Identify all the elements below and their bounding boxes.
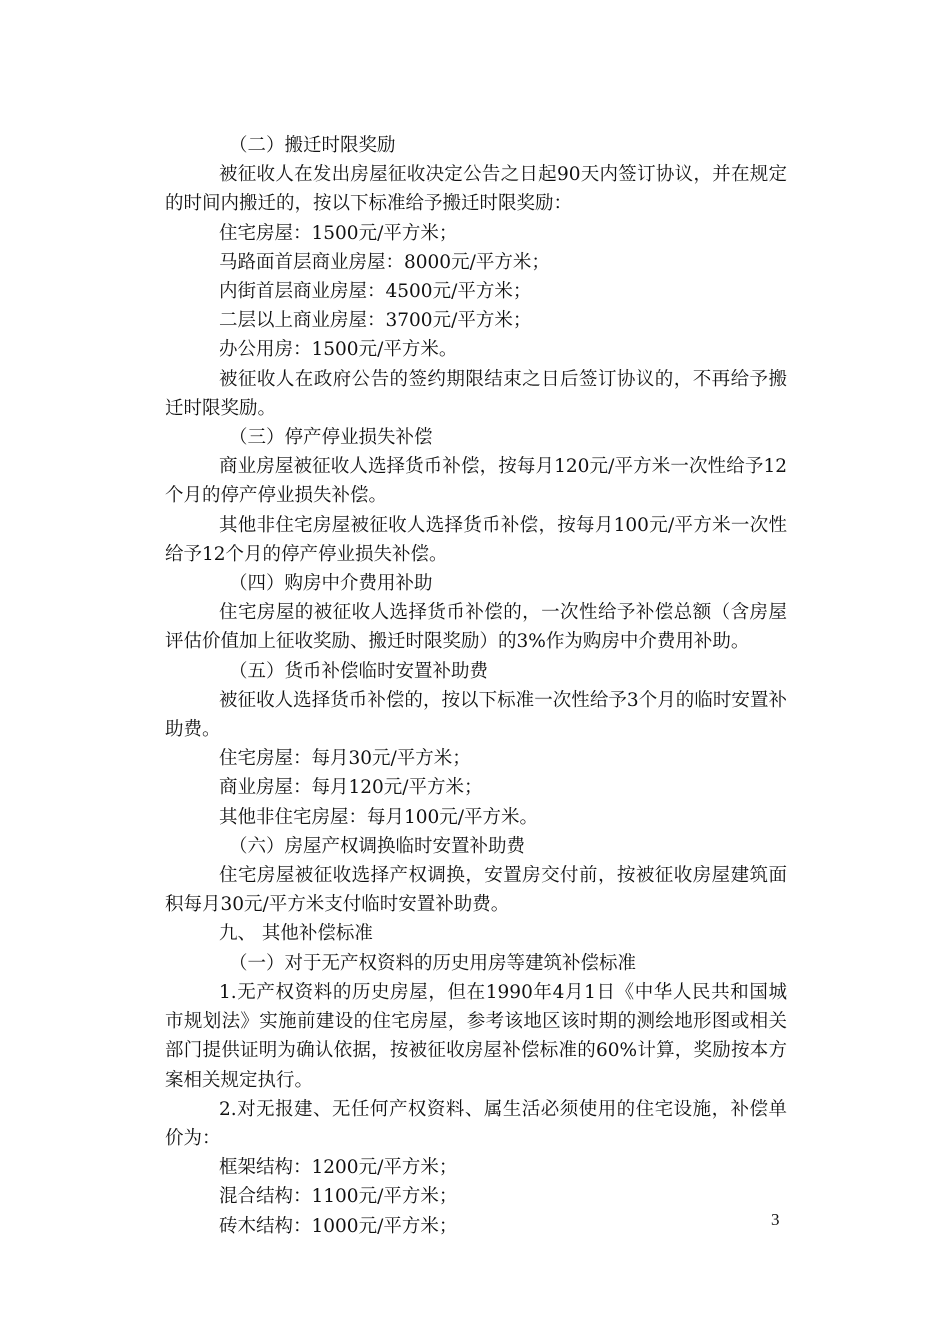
paragraph: 其他非住宅房屋：每月100元/平方米。 xyxy=(219,806,539,828)
paragraph: 被征收人在发出房屋征收决定公告之日起90天内签订协议，并在规定的时间内搬迁的，按以下标准给予搬迁时限奖励： xyxy=(165,164,787,215)
paragraph: 混合结构：1100元/平方米； xyxy=(219,1186,458,1208)
section-heading: （一）对于无产权资料的历史用房等建筑补偿标准 xyxy=(229,952,637,974)
paragraph: 商业房屋被征收人选择货币补偿，按每月120元/平方米一次性给予12个月的停产停业损失补偿。 xyxy=(165,456,787,507)
paragraph: 其他非住宅房屋被征收人选择货币补偿，按每月100元/平方米一次性给予12个月的停产停业损失补偿。 xyxy=(165,514,787,565)
paragraph: 二层以上商业房屋：3700元/平方米； xyxy=(219,310,532,332)
section-heading: （五）货币补偿临时安置补助费 xyxy=(229,660,489,682)
paragraph: 商业房屋：每月120元/平方米； xyxy=(219,777,483,799)
paragraph: 住宅房屋的被征收人选择货币补偿的，一次性给予补偿总额（含房屋评估价值加上征收奖励、搬迁时限奖励）的3%作为购房中介费用补助。 xyxy=(165,602,787,653)
paragraph: 住宅房屋：每月30元/平方米； xyxy=(219,748,471,770)
paragraph: 2.对无报建、无任何产权资料、属生活必须使用的住宅设施，补偿单价为： xyxy=(165,1098,787,1149)
paragraph: 内街首层商业房屋：4500元/平方米； xyxy=(219,281,532,303)
paragraph: 住宅房屋：1500元/平方米； xyxy=(219,222,458,244)
paragraph: 框架结构：1200元/平方米； xyxy=(219,1157,458,1179)
section-heading: （六）房屋产权调换临时安置补助费 xyxy=(229,835,526,857)
section-heading: （二）搬迁时限奖励 xyxy=(229,135,396,156)
paragraph: 1.无产权资料的历史房屋，但在1990年4月1日《中华人民共和国城市规划法》实施前建设的住宅房屋，参考该地区该时期的测绘地形图或相关部门提供证明为确认依据，按被征收房屋补偿标准的60%计算，奖励按本方案相关规定执行。 xyxy=(165,981,787,1091)
section-heading: （四）购房中介费用补助 xyxy=(229,573,433,595)
paragraph: 马路面首层商业房屋：8000元/平方米； xyxy=(219,251,550,273)
paragraph: 办公用房：1500元/平方米。 xyxy=(219,339,458,361)
page-number: 3 xyxy=(771,1210,780,1229)
paragraph: 住宅房屋被征收选择产权调换，安置房交付前，按被征收房屋建筑面积每月30元/平方米支付临时安置补助费。 xyxy=(165,865,787,916)
paragraph: 砖木结构：1000元/平方米； xyxy=(219,1215,458,1237)
chapter-heading: 九、 其他补偿标准 xyxy=(219,923,373,945)
section-heading: （三）停产停业损失补偿 xyxy=(229,427,433,449)
paragraph: 被征收人选择货币补偿的，按以下标准一次性给予3个月的临时安置补助费。 xyxy=(165,689,787,741)
document-body xyxy=(165,131,787,1241)
paragraph: 被征收人在政府公告的签约期限结束之日后签订协议的，不再给予搬迁时限奖励。 xyxy=(165,368,787,419)
